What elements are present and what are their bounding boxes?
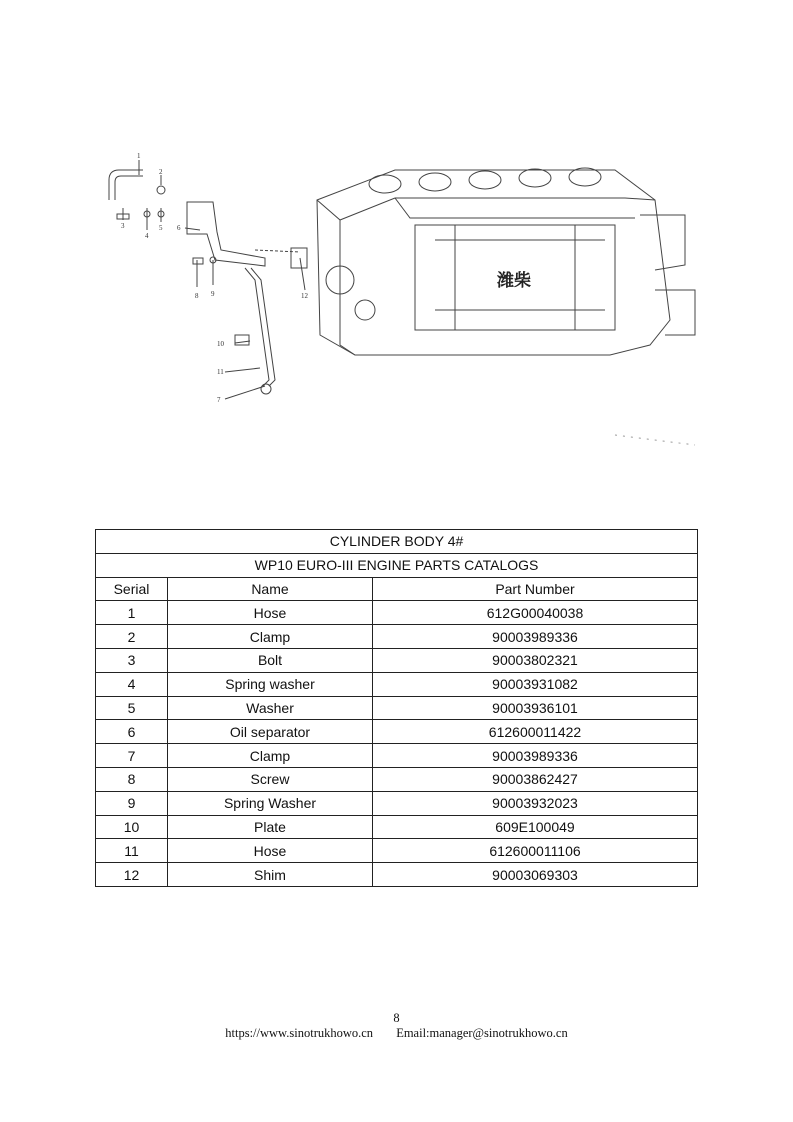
website-text: https://www.sinotrukhowo.cn (225, 1026, 374, 1040)
catalog-title: CYLINDER BODY 4# (96, 530, 698, 554)
email-text: Email:manager@sinotrukhowo.cn (396, 1026, 568, 1040)
cell-serial: 10 (96, 815, 168, 839)
callout-9: 9 (211, 290, 215, 298)
contact-line (0, 1026, 793, 1041)
cell-serial: 11 (96, 839, 168, 863)
cell-name: Clamp (168, 625, 373, 649)
callout-6: 6 (177, 224, 181, 232)
cell-name: Bolt (168, 648, 373, 672)
header-serial: Serial (96, 577, 168, 601)
table-row (96, 601, 698, 625)
cell-name: Washer (168, 696, 373, 720)
cell-name: Spring Washer (168, 791, 373, 815)
header-name: Name (168, 577, 373, 601)
cell-part-number: 90003931082 (373, 672, 698, 696)
cell-name: Plate (168, 815, 373, 839)
cell-name: Screw (168, 767, 373, 791)
cell-part-number: 90003862427 (373, 767, 698, 791)
callout-12: 12 (301, 292, 308, 300)
cell-name: Spring washer (168, 672, 373, 696)
callout-10: 10 (217, 340, 224, 348)
cell-serial: 4 (96, 672, 168, 696)
callout-1: 1 (137, 152, 141, 160)
cell-part-number: 90003069303 (373, 863, 698, 887)
brand-mark: 潍柴 (497, 271, 531, 291)
cell-serial: 8 (96, 767, 168, 791)
cell-part-number: 90003989336 (373, 744, 698, 768)
cell-name: Hose (168, 839, 373, 863)
callout-4: 4 (145, 232, 149, 240)
table-row (96, 625, 698, 649)
cell-part-number: 609E100049 (373, 815, 698, 839)
table-row (96, 863, 698, 887)
table-row (96, 648, 698, 672)
cell-serial: 12 (96, 863, 168, 887)
callout-5: 5 (159, 224, 163, 232)
table-row (96, 720, 698, 744)
cell-part-number: 90003936101 (373, 696, 698, 720)
table-row (96, 672, 698, 696)
cell-part-number: 612G00040038 (373, 601, 698, 625)
header-part-number: Part Number (373, 577, 698, 601)
cell-serial: 5 (96, 696, 168, 720)
cell-name: Shim (168, 863, 373, 887)
table-row (96, 791, 698, 815)
cell-name: Oil separator (168, 720, 373, 744)
table-row (96, 767, 698, 791)
cell-serial: 1 (96, 601, 168, 625)
callout-labels (121, 152, 309, 404)
table-row (96, 815, 698, 839)
exploded-parts-diagram (95, 140, 705, 460)
table-row (96, 744, 698, 768)
callout-11: 11 (217, 368, 224, 376)
cell-name: Hose (168, 601, 373, 625)
catalog-title-row (96, 530, 698, 554)
cell-serial: 9 (96, 791, 168, 815)
table-row (96, 696, 698, 720)
cell-serial: 7 (96, 744, 168, 768)
catalog-subtitle-row (96, 553, 698, 577)
cell-part-number: 90003989336 (373, 625, 698, 649)
table-row (96, 839, 698, 863)
callout-2: 2 (159, 168, 163, 176)
cell-serial: 6 (96, 720, 168, 744)
cell-part-number: 90003932023 (373, 791, 698, 815)
parts-catalog-table (95, 529, 698, 887)
catalog-subtitle: WP10 EURO-III ENGINE PARTS CATALOGS (96, 553, 698, 577)
callout-8: 8 (195, 292, 199, 300)
cell-serial: 3 (96, 648, 168, 672)
cell-serial: 2 (96, 625, 168, 649)
page-number: 8 (393, 1011, 400, 1025)
table-header-row (96, 577, 698, 601)
cell-part-number: 612600011422 (373, 720, 698, 744)
cell-name: Clamp (168, 744, 373, 768)
callout-7: 7 (217, 396, 221, 404)
callout-3: 3 (121, 222, 125, 230)
cell-part-number: 90003802321 (373, 648, 698, 672)
cell-part-number: 612600011106 (373, 839, 698, 863)
